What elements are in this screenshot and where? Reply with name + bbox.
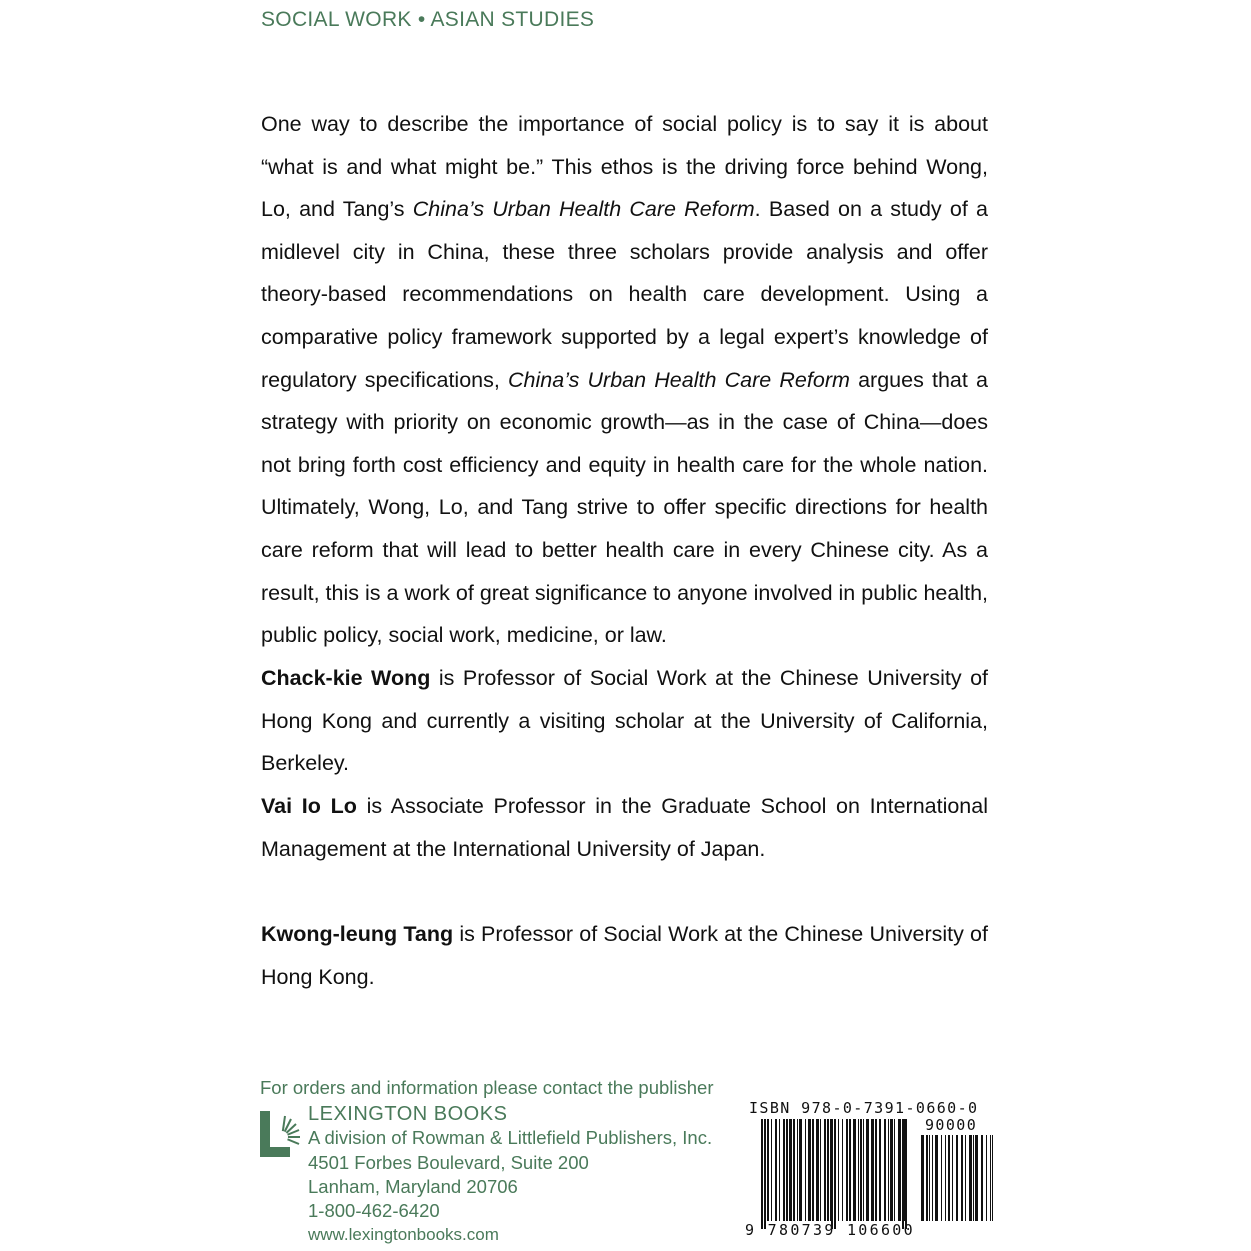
barcode-bar — [932, 1135, 933, 1221]
barcode-bar — [853, 1119, 856, 1221]
barcode-bar — [860, 1119, 862, 1221]
author-bio — [261, 913, 988, 998]
barcode-bar — [926, 1135, 928, 1221]
barcode-bar — [904, 1119, 905, 1221]
barcode-bar — [875, 1119, 877, 1221]
barcode-bar — [961, 1135, 963, 1221]
barcode-bar — [830, 1119, 831, 1221]
description-part-2: . Based on a study of a midlevel city in China, these three scholars provide analysis and offer theory-based recommendations on health care development. Using a comparative policy framework supported by a legal expert’s knowledge of regulatory specifications, — [261, 197, 988, 392]
barcode-bar — [952, 1135, 953, 1221]
publisher-address-line: Lanham, Maryland 20706 — [308, 1175, 518, 1197]
barcode-bar — [767, 1119, 769, 1221]
barcode-bar — [820, 1119, 821, 1221]
barcode-bar — [846, 1119, 848, 1221]
barcode-bar — [965, 1135, 966, 1221]
barcode-bar — [921, 1135, 924, 1221]
barcode-guard-bar — [902, 1119, 904, 1229]
description-part-1: One way to describe the importance of social policy is to say it is about “what is and what might be.” This ethos is the driving force behind Wong, Lo, and Tang’s — [261, 112, 988, 222]
barcode-bar — [941, 1135, 942, 1221]
author-bio — [261, 785, 988, 870]
barcode-digits: 9 780739 106600 — [745, 1221, 915, 1239]
author-bio-text: is Professor of Social Work at the Chinese University of Hong Kong. — [261, 922, 988, 989]
barcode-bar — [838, 1119, 839, 1221]
barcode-bar — [948, 1135, 950, 1221]
author-name: Vai Io Lo — [261, 794, 357, 818]
barcode-bar — [973, 1135, 974, 1221]
barcode-bar — [969, 1135, 972, 1221]
barcode-bar — [849, 1119, 851, 1221]
barcode-bar — [888, 1119, 889, 1221]
barcode-bar — [842, 1119, 843, 1221]
author-bio — [261, 657, 988, 785]
barcode-guard-bar — [834, 1119, 836, 1229]
barcode-bar — [884, 1119, 886, 1221]
barcode-bar — [992, 1135, 993, 1221]
publisher-name: LEXINGTON BOOKS — [308, 1103, 508, 1125]
barcode-bar — [871, 1119, 874, 1221]
book-title-italic: China’s Urban Health Care Reform — [508, 367, 850, 392]
barcode-bar — [775, 1119, 777, 1221]
barcode-bar — [797, 1119, 798, 1221]
barcode-bar — [827, 1119, 829, 1221]
isbn-label: ISBN 978-0-7391-0660-0 — [749, 1099, 979, 1117]
barcode-bar — [771, 1119, 772, 1221]
barcode-bar — [879, 1119, 881, 1221]
price-code: 90000 — [925, 1116, 978, 1134]
barcode-bar — [929, 1135, 930, 1221]
book-description — [261, 103, 988, 657]
barcode-bar — [816, 1119, 819, 1221]
barcode-guard-bar — [905, 1119, 907, 1229]
barcode-bar — [858, 1119, 859, 1221]
barcode-bar — [898, 1119, 901, 1221]
description-part-3: argues that a strategy with priority on economic growth—as in the case of China—does not bring forth cost efficiency and equity in health care for the whole nation. Ultimately, Wong, Lo, and Tang strive to offer specific directions for health care reform that will lead to better health care in every Chinese city. As a result, this is a work of great significance to anyone involved in public health, public policy, social work, medicine, or law. — [261, 367, 989, 648]
barcode-bar — [935, 1135, 938, 1221]
barcode-bar — [990, 1135, 991, 1221]
author-name: Kwong-leung Tang — [261, 922, 454, 946]
publisher-url[interactable]: www.lexingtonbooks.com — [308, 1225, 499, 1245]
publisher-logo-icon — [260, 1109, 302, 1159]
barcode-bar — [866, 1119, 869, 1221]
barcode-bar — [863, 1119, 864, 1221]
barcode-bar — [894, 1119, 895, 1221]
barcode-guard-bar — [761, 1119, 763, 1229]
barcode-bar — [789, 1119, 792, 1221]
barcode-bar — [783, 1119, 785, 1221]
category-label: SOCIAL WORK • ASIAN STUDIES — [261, 8, 595, 31]
isbn-barcode — [745, 1095, 995, 1245]
author-name: Chack-kie Wong — [261, 666, 431, 690]
publisher-division: A division of Rowman & Littlefield Publishers, Inc. — [308, 1127, 713, 1149]
barcode-bar — [799, 1119, 802, 1221]
author-bio-text: is Professor of Social Work at the Chinese University of Hong Kong and currently a visiting scholar at the University of California, Berkeley. — [261, 666, 988, 776]
barcode-bar — [981, 1135, 983, 1221]
barcode-bar — [975, 1135, 978, 1221]
barcode-bar — [779, 1119, 780, 1221]
barcode-guard-bar — [764, 1119, 766, 1229]
barcode-bar — [808, 1119, 811, 1221]
barcode-bar — [786, 1119, 788, 1221]
publisher-phone: 1-800-462-6420 — [308, 1200, 440, 1222]
publisher-address-line: 4501 Forbes Boulevard, Suite 200 — [308, 1151, 589, 1173]
publisher-contact: For orders and information please contact the publisher — [260, 1077, 714, 1098]
book-title-italic: China’s Urban Health Care Reform — [412, 197, 755, 222]
barcode-bar — [986, 1135, 987, 1221]
barcode-bar — [956, 1135, 958, 1221]
barcode-bar — [890, 1119, 893, 1221]
barcode-bar — [824, 1119, 826, 1221]
author-bio-text: is Associate Professor in the Graduate School on International Management at the International University of Japan. — [261, 794, 989, 861]
barcode-guard-bar — [831, 1119, 833, 1229]
barcode-bar — [945, 1135, 946, 1221]
barcode-bar — [793, 1119, 795, 1221]
publisher-block — [260, 1077, 720, 1245]
barcode-bar — [805, 1119, 806, 1221]
barcode-bar — [812, 1119, 814, 1221]
